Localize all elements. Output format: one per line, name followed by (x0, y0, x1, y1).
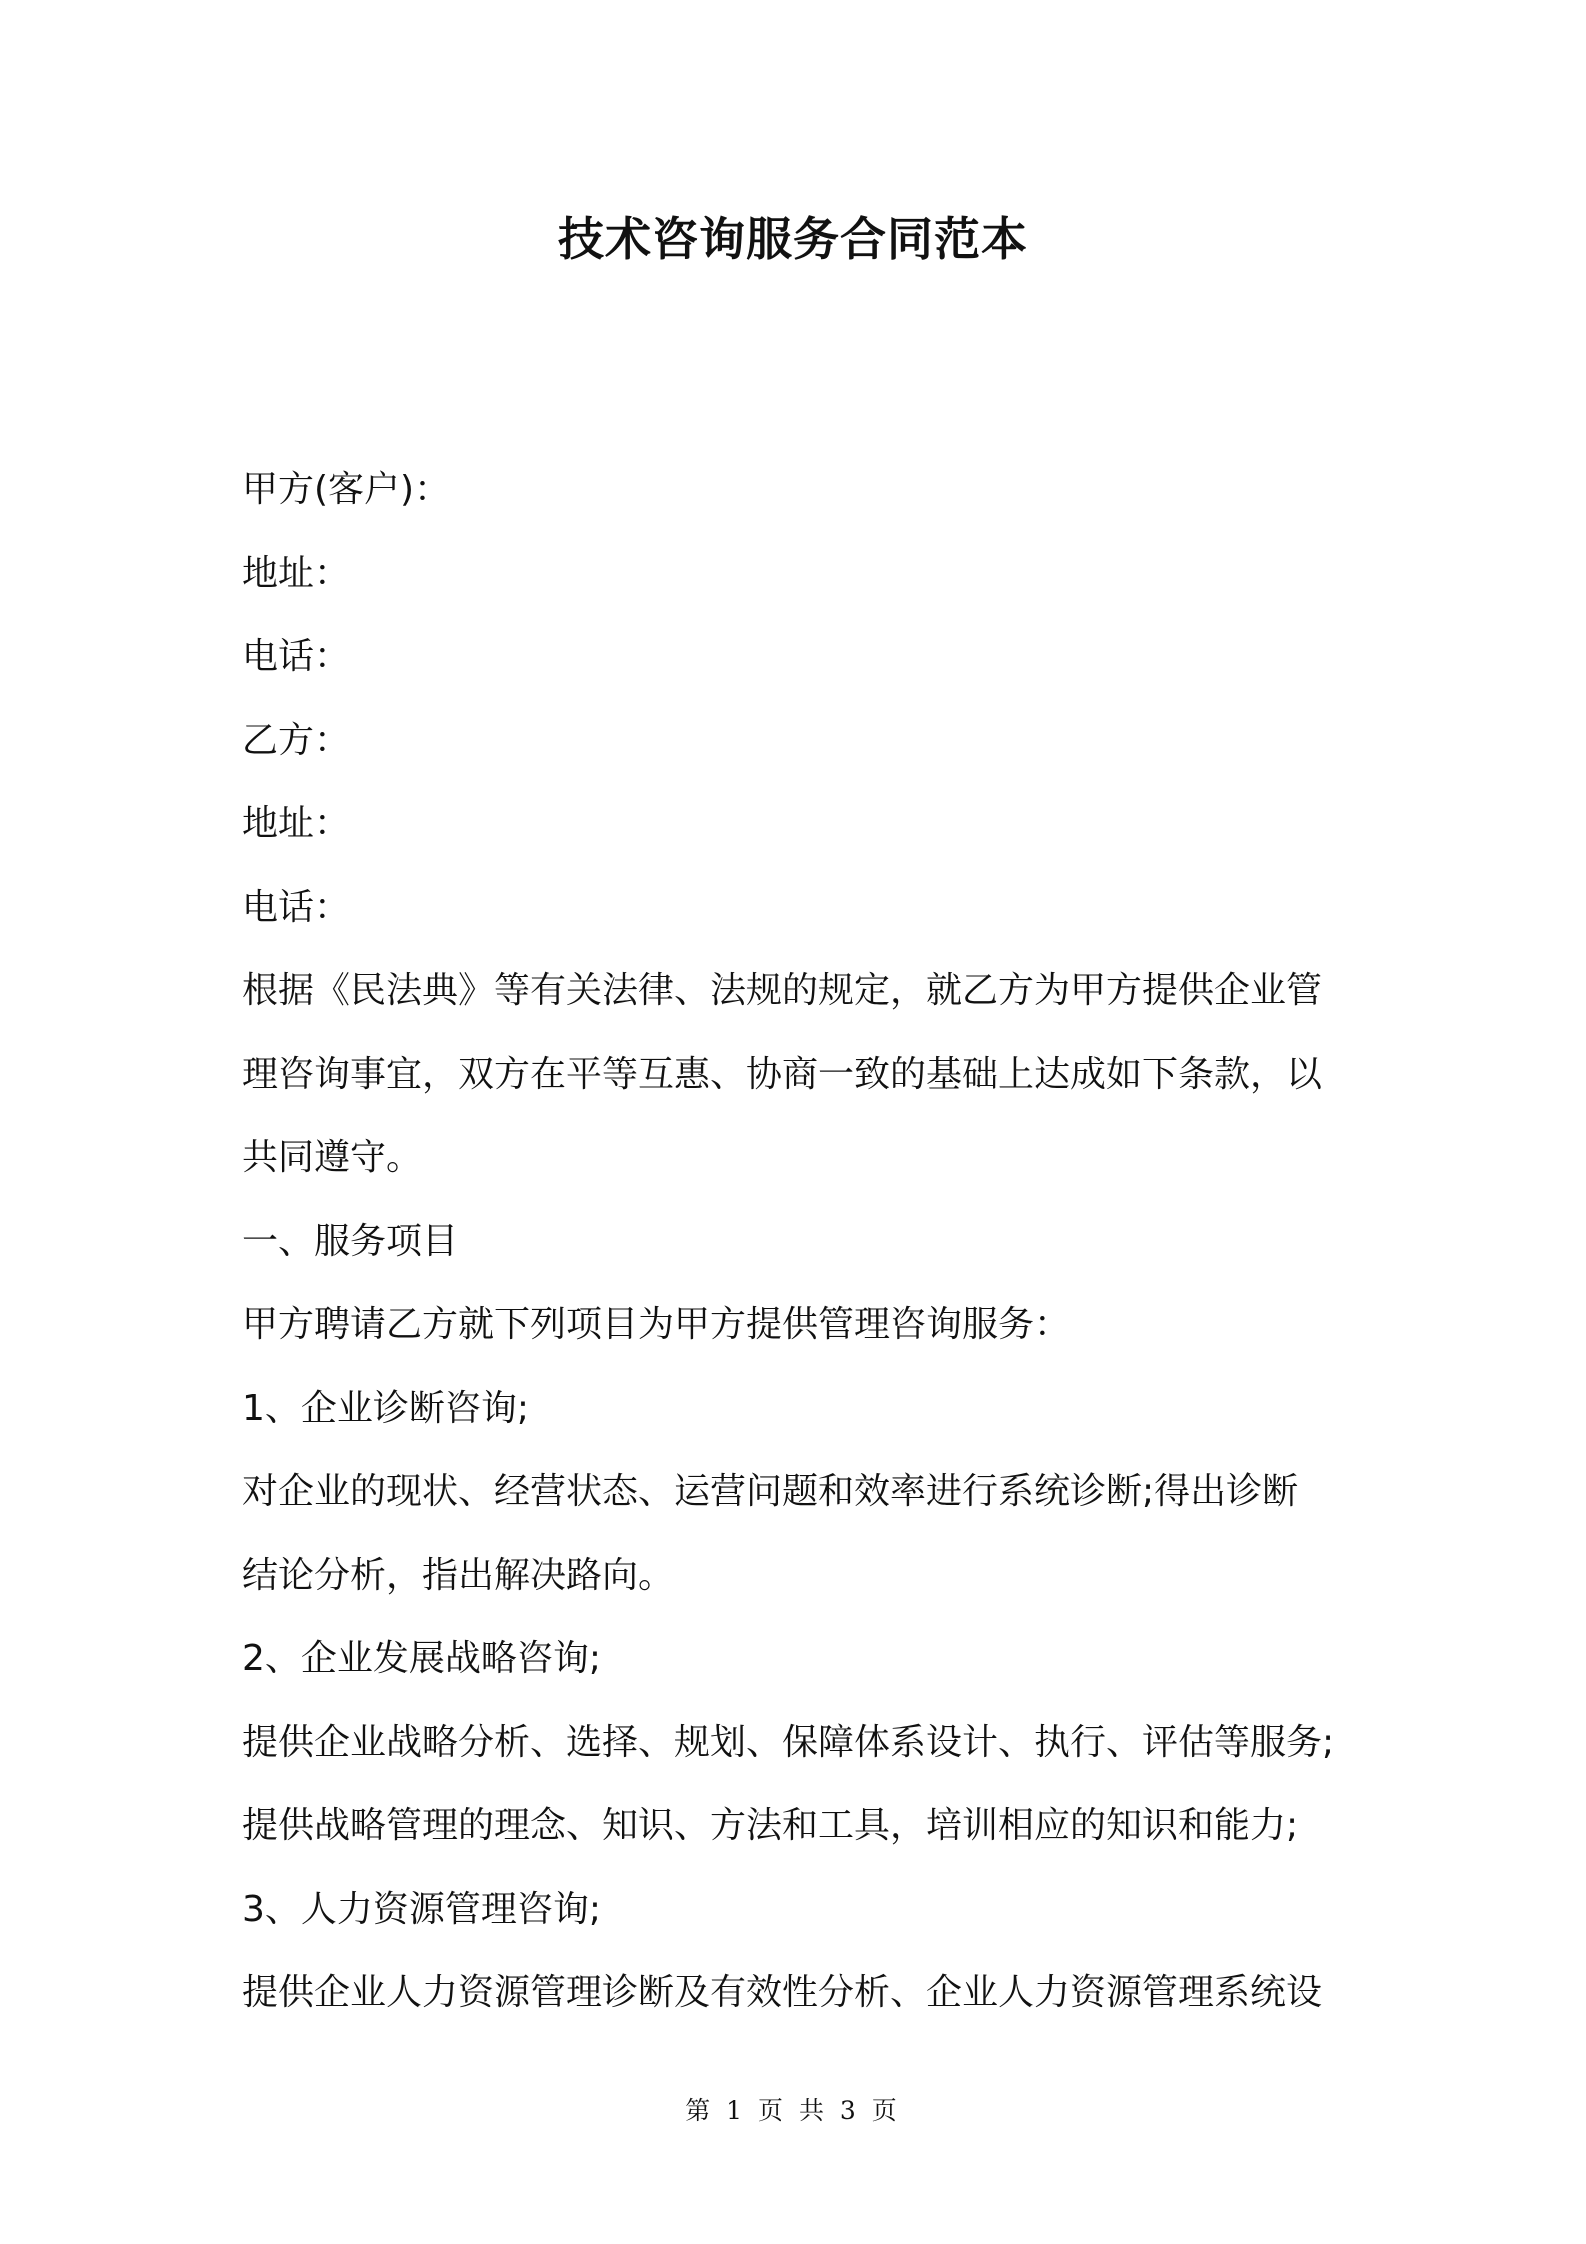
body-line: 地址： (242, 552, 351, 594)
document-title: 技术咨询服务合同范本 (558, 212, 1028, 266)
document-body (242, 448, 1362, 2035)
section-heading: 一、服务项目 (242, 1220, 459, 1262)
body-line: 提供企业战略分析、选择、规划、保障体系设计、执行、评估等服务; (242, 1721, 1335, 1763)
list-item-heading: 3、人力资源管理咨询; (242, 1888, 602, 1930)
list-item-heading: 2、企业发展战略咨询; (242, 1638, 602, 1679)
list-item-heading: 1、企业诊断咨询; (242, 1387, 530, 1429)
body-line: 理咨询事宜，双方在平等互惠、协商一致的基础上达成如下条款，以 (242, 1053, 1323, 1095)
body-line: 电话： (242, 636, 351, 677)
body-line: 对企业的现状、经营状态、运营问题和效率进行系统诊断;得出诊断 (242, 1471, 1299, 1512)
body-line: 提供战略管理的理念、知识、方法和工具，培训相应的知识和能力; (242, 1805, 1299, 1846)
page-footer: 第 1 页 共 3 页 (685, 2096, 901, 2125)
body-line: 根据《民法典》等有关法律、法规的规定，就乙方为甲方提供企业管 (242, 970, 1323, 1011)
body-line: 地址： (242, 803, 351, 844)
body-line: 结论分析，指出解决路向。 (242, 1554, 675, 1596)
body-line: 乙方： (242, 719, 351, 761)
body-line: 共同遵守。 (242, 1137, 423, 1178)
body-line: 甲方(客户)： (242, 469, 451, 510)
body-line: 电话： (242, 886, 351, 928)
body-line: 甲方聘请乙方就下列项目为甲方提供管理咨询服务： (242, 1304, 1071, 1345)
body-line: 提供企业人力资源管理诊断及有效性分析、企业人力资源管理系统设 (242, 1972, 1323, 2013)
